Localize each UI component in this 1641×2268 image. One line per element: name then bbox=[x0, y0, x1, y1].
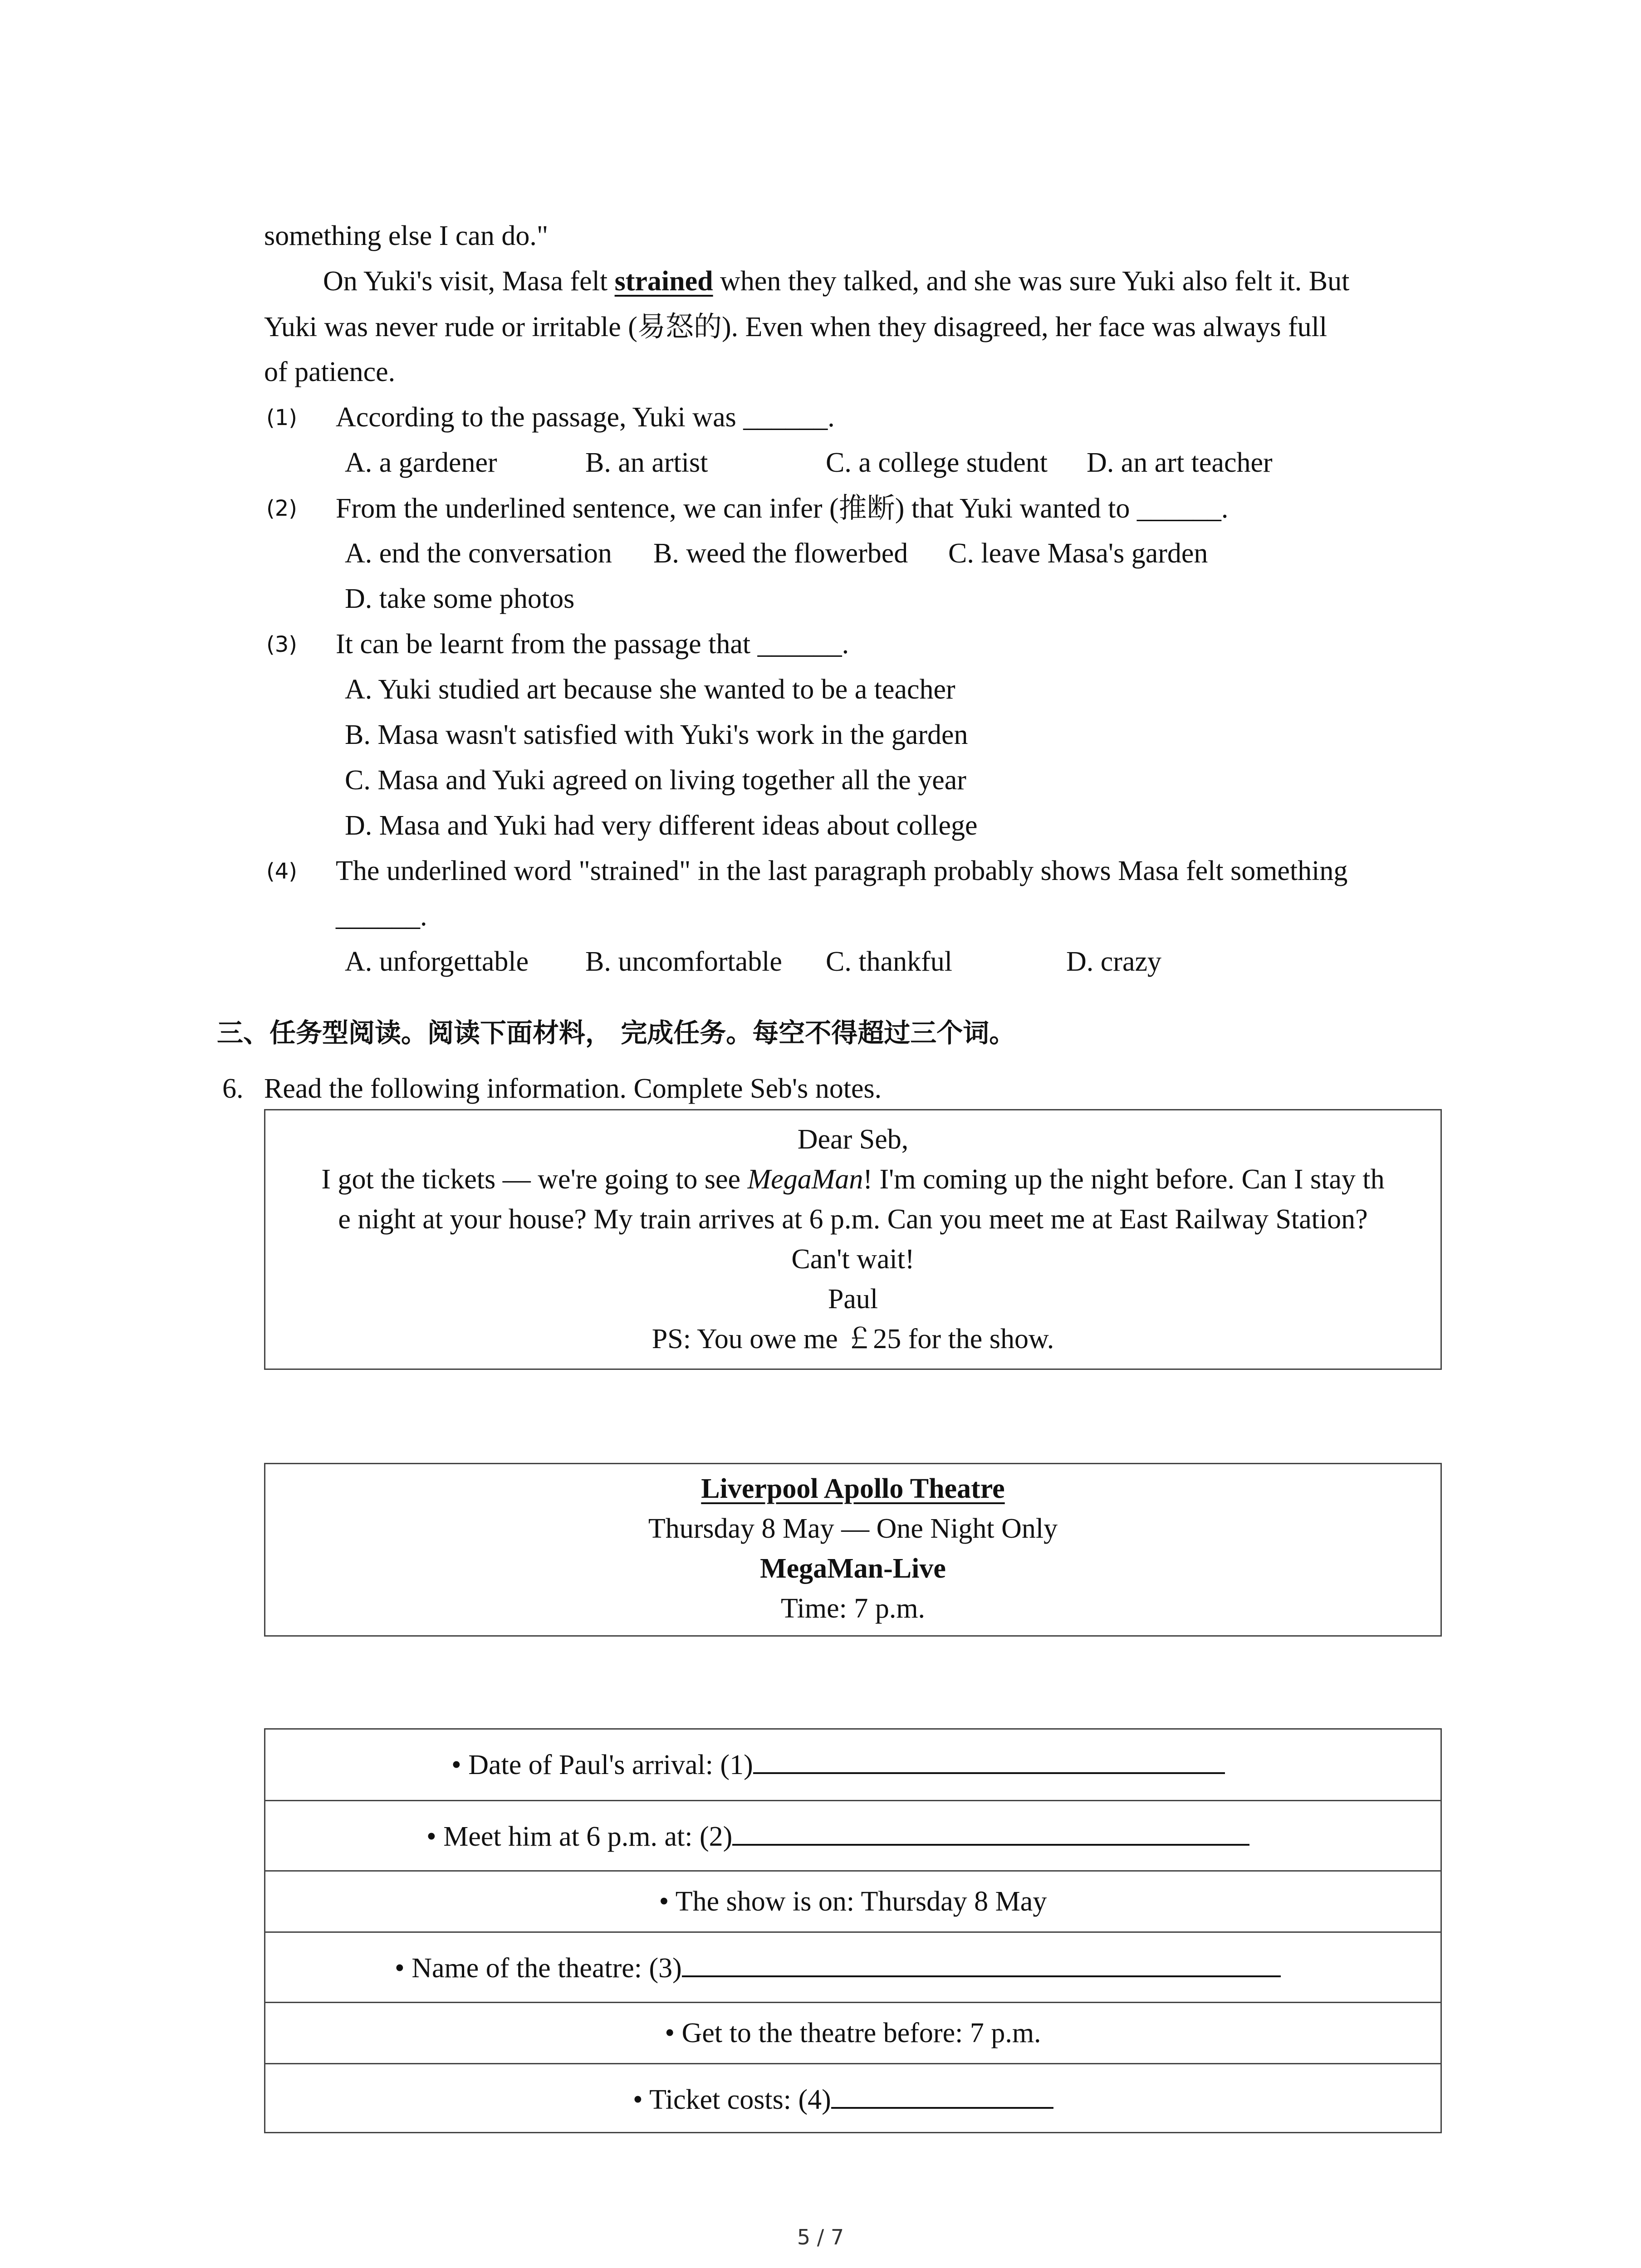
passage-line: something else I can do." bbox=[264, 220, 549, 251]
underlined-word-strained: strained bbox=[614, 266, 713, 297]
question-stem: It can be learnt from the passage that ______. bbox=[336, 629, 849, 660]
letter-line: Can't wait! bbox=[791, 1244, 915, 1275]
option-d[interactable]: D. crazy bbox=[1066, 946, 1161, 977]
section-heading: 三、任务型阅读。阅读下面材料， 完成任务。每空不得超过三个词。 bbox=[217, 1017, 1016, 1048]
option-a[interactable]: A. Yuki studied art because she wanted to be a teacher bbox=[345, 674, 955, 705]
answer-blank-1[interactable] bbox=[753, 1750, 1225, 1774]
letter-signature: Paul bbox=[828, 1284, 878, 1315]
notes-row bbox=[265, 2002, 1440, 2064]
question-stem bbox=[336, 485, 1228, 531]
option-d[interactable]: D. an art teacher bbox=[1087, 447, 1273, 478]
question-text: ) that Yuki wanted to ______. bbox=[895, 493, 1229, 524]
notes-row bbox=[265, 1730, 1440, 1800]
theatre-name: Liverpool Apollo Theatre bbox=[701, 1473, 1005, 1504]
notes-row bbox=[265, 1870, 1440, 1933]
letter-box bbox=[264, 1109, 1442, 1370]
passage-text: when they talked, and she was sure Yuki also felt it. But bbox=[713, 266, 1350, 297]
letter-greeting: Dear Seb, bbox=[797, 1124, 909, 1155]
question-number: (3) bbox=[266, 632, 297, 657]
passage-chinese-gloss: 易怒的 bbox=[637, 310, 722, 343]
option-a[interactable]: A. a gardener bbox=[345, 447, 497, 478]
option-c[interactable]: C. thankful bbox=[826, 946, 952, 977]
question-text: From the underlined sentence, we can infer ( bbox=[336, 493, 839, 524]
notes-row-content bbox=[395, 1945, 1281, 1991]
notes-label: • Meet him at 6 p.m. at: (2) bbox=[426, 1821, 733, 1852]
question-stem: The underlined word "strained" in the last paragraph probably shows Masa felt something bbox=[336, 855, 1348, 886]
show-date: Thursday 8 May — One Night Only bbox=[648, 1513, 1058, 1544]
option-b[interactable]: B. Masa wasn't satisfied with Yuki's work in the garden bbox=[345, 719, 968, 750]
option-b[interactable]: B. weed the flowerbed bbox=[653, 538, 908, 569]
question-number: (2) bbox=[266, 496, 297, 521]
question-stem-blank: ______. bbox=[336, 901, 427, 932]
option-b[interactable]: B. uncomfortable bbox=[585, 946, 782, 977]
answer-blank-2[interactable] bbox=[732, 1821, 1249, 1846]
question-instruction: Read the following information. Complete Seb's notes. bbox=[264, 1073, 882, 1104]
question-chinese-gloss: 推断 bbox=[838, 491, 895, 524]
notes-label: • Date of Paul's arrival: (1) bbox=[451, 1750, 753, 1780]
letter-show-title: MegaMan bbox=[747, 1164, 863, 1195]
seb-notes-table bbox=[264, 1728, 1442, 2133]
letter-text: I got the tickets — we're going to see bbox=[321, 1164, 748, 1195]
notes-row-content bbox=[451, 1742, 1225, 1788]
page-number: 5 / 7 bbox=[797, 2225, 844, 2249]
option-c[interactable]: C. Masa and Yuki agreed on living together all the year bbox=[345, 765, 966, 796]
option-a[interactable]: A. unforgettable bbox=[345, 946, 529, 977]
notes-row bbox=[265, 1931, 1440, 2003]
passage-line: of patience. bbox=[264, 357, 396, 387]
option-c[interactable]: C. leave Masa's garden bbox=[948, 538, 1208, 569]
letter-text: ! I'm coming up the night before. Can I stay th bbox=[863, 1164, 1385, 1195]
option-b[interactable]: B. an artist bbox=[585, 447, 708, 478]
letter-line bbox=[265, 1159, 1440, 1199]
notes-label: • Get to the theatre before: 7 p.m. bbox=[665, 2018, 1041, 2048]
notes-row-content bbox=[633, 2077, 1053, 2122]
notes-label: • The show is on: Thursday 8 May bbox=[659, 1886, 1047, 1917]
question-number: 6. bbox=[222, 1073, 244, 1104]
passage-text: On Yuki's visit, Masa felt bbox=[323, 266, 615, 297]
passage-line bbox=[323, 259, 1349, 304]
option-a[interactable]: A. end the conversation bbox=[345, 538, 612, 569]
letter-postscript: PS: You owe me ￡25 for the show. bbox=[652, 1324, 1054, 1354]
notes-row-content bbox=[426, 1814, 1249, 1859]
option-d[interactable]: D. take some photos bbox=[345, 583, 575, 614]
question-number: (4) bbox=[266, 859, 297, 884]
option-c[interactable]: C. a college student bbox=[826, 447, 1048, 478]
answer-blank-4[interactable] bbox=[831, 2084, 1053, 2109]
notes-label: • Name of the theatre: (3) bbox=[395, 1953, 682, 1984]
answer-blank-3[interactable] bbox=[682, 1953, 1281, 1977]
show-name: MegaMan-Live bbox=[760, 1553, 946, 1584]
question-number: (1) bbox=[266, 405, 297, 430]
show-time: Time: 7 p.m. bbox=[780, 1593, 926, 1624]
question-stem: According to the passage, Yuki was ______. bbox=[336, 402, 835, 433]
notes-row bbox=[265, 1800, 1440, 1872]
theatre-poster-box bbox=[264, 1463, 1442, 1637]
passage-text: Yuki was never rude or irritable ( bbox=[264, 312, 637, 342]
notes-row bbox=[265, 2063, 1440, 2135]
passage-text: ). Even when they disagreed, her face was always full bbox=[721, 312, 1327, 342]
passage-line bbox=[264, 304, 1327, 350]
option-d[interactable]: D. Masa and Yuki had very different ideas about college bbox=[345, 810, 978, 841]
notes-label: • Ticket costs: (4) bbox=[633, 2084, 831, 2115]
letter-line: e night at your house? My train arrives at 6 p.m. Can you meet me at East Railway Station? bbox=[338, 1204, 1368, 1235]
